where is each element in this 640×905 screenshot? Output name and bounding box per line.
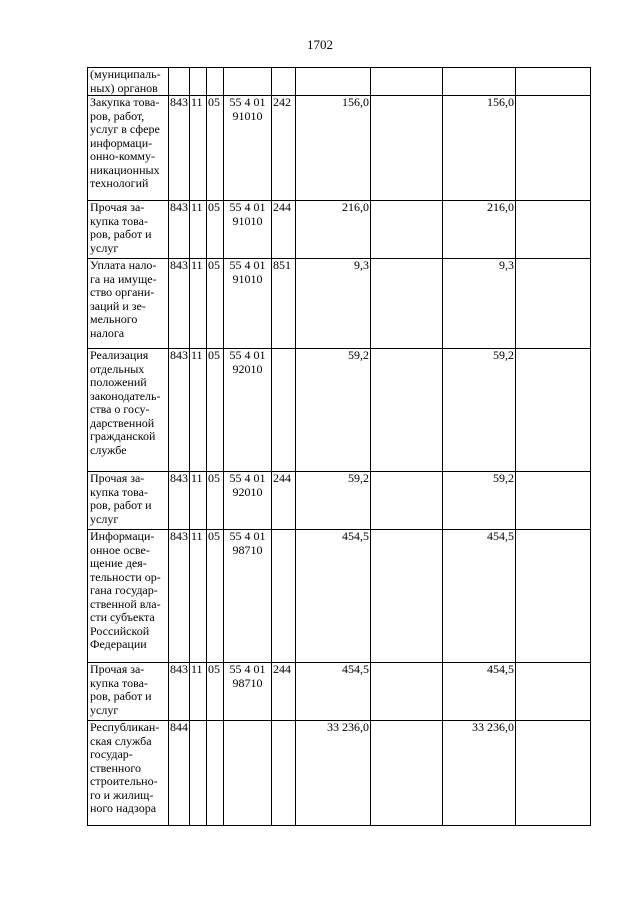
cell-pr xyxy=(207,472,224,530)
cell-name xyxy=(88,68,169,96)
cell-name xyxy=(88,530,169,663)
amount-2-value: 454,5 xyxy=(487,662,514,676)
cell-ved xyxy=(169,530,190,663)
cell-csr xyxy=(224,472,272,530)
cell-vr-value: 242 xyxy=(273,95,291,109)
cell-empty-1 xyxy=(371,349,443,472)
cell-pr-value: 05 xyxy=(208,662,220,676)
csr-line: 91010 xyxy=(232,213,263,228)
cell-pr-value: 05 xyxy=(208,258,220,272)
cell-pr xyxy=(207,663,224,721)
name-line: Информаци- xyxy=(90,529,155,543)
cell-pr-value: 05 xyxy=(208,95,220,109)
cell-vr xyxy=(272,201,296,259)
cell-name xyxy=(88,349,169,472)
cell-rz xyxy=(190,530,207,663)
cell-vr xyxy=(272,349,296,472)
cell-vr xyxy=(272,68,296,96)
cell-ved xyxy=(169,201,190,259)
cell-rz xyxy=(190,201,207,259)
table-row xyxy=(88,472,591,530)
csr-line: 55 4 01 xyxy=(229,348,266,362)
name-line: купка това- xyxy=(90,213,148,228)
cell-rz xyxy=(190,721,207,826)
name-line: Прочая за- xyxy=(90,200,145,214)
name-line: га на имуще- xyxy=(90,271,157,286)
cell-empty-2 xyxy=(516,68,591,96)
cell-ved-value: 843 xyxy=(170,258,188,272)
cell-empty-2 xyxy=(516,349,591,472)
name-line: Закупка това- xyxy=(90,95,160,109)
cell-name xyxy=(88,663,169,721)
cell-rz-value: 11 xyxy=(191,471,203,485)
cell-vr xyxy=(272,530,296,663)
cell-pr-value: 05 xyxy=(208,471,220,485)
name-line: купка това- xyxy=(90,484,148,499)
cell-vr xyxy=(272,96,296,201)
amount-2-value: 59,2 xyxy=(493,471,514,485)
cell-empty-1 xyxy=(371,259,443,349)
name-line: услуг xyxy=(90,702,119,717)
cell-empty-1 xyxy=(371,68,443,96)
cell-empty-2 xyxy=(516,472,591,530)
name-line: го и жилищ- xyxy=(90,787,154,802)
cell-empty-1 xyxy=(371,721,443,826)
cell-amount-2 xyxy=(443,96,516,201)
name-line: ственной вла- xyxy=(90,596,161,611)
name-line: заций и зе- xyxy=(90,298,146,313)
cell-pr xyxy=(207,721,224,826)
cell-rz xyxy=(190,663,207,721)
cell-empty-2 xyxy=(516,663,591,721)
cell-rz xyxy=(190,259,207,349)
name-line: Прочая за- xyxy=(90,662,145,676)
cell-amount-1 xyxy=(296,530,371,663)
cell-pr xyxy=(207,96,224,201)
name-line: Реализация xyxy=(90,348,149,362)
cell-vr xyxy=(272,721,296,826)
name-line: онное осве- xyxy=(90,542,150,557)
cell-ved xyxy=(169,349,190,472)
name-line: технологий xyxy=(90,176,149,190)
cell-empty-1 xyxy=(371,201,443,259)
name-line: строительно- xyxy=(90,774,158,788)
table-row xyxy=(88,68,591,96)
cell-rz-value: 11 xyxy=(191,95,203,109)
table-row xyxy=(88,663,591,721)
name-line: Российской xyxy=(90,623,150,638)
cell-rz-value: 11 xyxy=(191,662,203,676)
cell-ved-value: 844 xyxy=(170,720,188,734)
cell-amount-2 xyxy=(443,663,516,721)
cell-amount-1 xyxy=(296,472,371,530)
csr-line: 98710 xyxy=(232,675,263,690)
amount-1-value: 59,2 xyxy=(348,471,369,485)
cell-ved xyxy=(169,472,190,530)
cell-empty-2 xyxy=(516,530,591,663)
name-line: отдельных xyxy=(90,361,145,376)
cell-amount-1 xyxy=(296,349,371,472)
page-number: 1702 xyxy=(307,37,333,52)
name-line: щение дея- xyxy=(90,556,147,570)
cell-ved-value: 843 xyxy=(170,471,188,485)
name-line: ства о госу- xyxy=(90,402,150,416)
cell-pr xyxy=(207,68,224,96)
cell-csr xyxy=(224,349,272,472)
amount-1-value: 454,5 xyxy=(342,529,369,543)
cell-csr xyxy=(224,201,272,259)
name-line: никационных xyxy=(90,162,160,177)
cell-ved-value: 843 xyxy=(170,348,188,362)
cell-csr xyxy=(224,96,272,201)
table-row xyxy=(88,349,591,472)
name-line: услуг в сфере xyxy=(90,122,160,136)
cell-amount-2 xyxy=(443,349,516,472)
cell-empty-2 xyxy=(516,259,591,349)
cell-name xyxy=(88,259,169,349)
name-line: Республикан- xyxy=(90,720,160,734)
cell-amount-1 xyxy=(296,259,371,349)
cell-amount-2 xyxy=(443,472,516,530)
amount-2-value: 59,2 xyxy=(493,348,514,362)
amount-2-value: 454,5 xyxy=(487,529,514,543)
name-line: налога xyxy=(90,325,125,340)
cell-empty-2 xyxy=(516,201,591,259)
cell-pr xyxy=(207,259,224,349)
name-line: тельности ор- xyxy=(90,569,161,584)
cell-csr xyxy=(224,259,272,349)
cell-rz xyxy=(190,68,207,96)
cell-ved xyxy=(169,68,190,96)
amount-1-value: 59,2 xyxy=(348,348,369,362)
name-line: мельного xyxy=(90,312,138,326)
table-body xyxy=(88,68,591,826)
cell-vr xyxy=(272,259,296,349)
name-line: ных) органов xyxy=(90,80,158,95)
cell-vr xyxy=(272,472,296,530)
cell-amount-1 xyxy=(296,663,371,721)
csr-line: 55 4 01 xyxy=(229,662,266,676)
name-line: онно-комму- xyxy=(90,149,156,163)
name-line: ров, работ и xyxy=(90,498,152,512)
amount-1-value: 454,5 xyxy=(342,662,369,676)
name-line: (муниципаль- xyxy=(90,67,161,81)
cell-amount-2 xyxy=(443,201,516,259)
cell-empty-1 xyxy=(371,472,443,530)
cell-amount-2 xyxy=(443,259,516,349)
cell-amount-2 xyxy=(443,530,516,663)
cell-amount-1 xyxy=(296,721,371,826)
cell-csr xyxy=(224,721,272,826)
name-line: услуг xyxy=(90,511,119,526)
cell-ved xyxy=(169,96,190,201)
cell-name xyxy=(88,472,169,530)
cell-rz xyxy=(190,472,207,530)
cell-amount-2 xyxy=(443,68,516,96)
amount-1-value: 9,3 xyxy=(354,258,369,272)
name-line: положений xyxy=(90,375,147,389)
name-line: информаци- xyxy=(90,135,153,150)
name-line: ская служба xyxy=(90,733,152,748)
name-line: Прочая за- xyxy=(90,471,145,485)
cell-empty-2 xyxy=(516,721,591,826)
name-line: услуг xyxy=(90,240,119,255)
amount-2-value: 9,3 xyxy=(499,258,514,272)
cell-ved-value: 843 xyxy=(170,529,188,543)
cell-vr-value: 244 xyxy=(273,662,291,676)
cell-rz-value: 11 xyxy=(191,529,203,543)
name-line: ственного xyxy=(90,760,141,775)
csr-line: 98710 xyxy=(232,542,263,557)
cell-ved xyxy=(169,259,190,349)
name-line: государ- xyxy=(90,747,133,761)
cell-amount-1 xyxy=(296,68,371,96)
cell-csr xyxy=(224,68,272,96)
amount-2-value: 33 236,0 xyxy=(472,720,514,734)
cell-pr-value: 05 xyxy=(208,348,220,362)
table-row xyxy=(88,201,591,259)
amount-1-value: 216,0 xyxy=(342,200,369,214)
budget-table xyxy=(87,67,591,826)
cell-vr-value: 244 xyxy=(273,200,291,214)
cell-pr-value: 05 xyxy=(208,200,220,214)
cell-csr xyxy=(224,663,272,721)
cell-empty-2 xyxy=(516,96,591,201)
cell-rz-value: 11 xyxy=(191,348,203,362)
cell-vr-value: 244 xyxy=(273,471,291,485)
csr-line: 55 4 01 xyxy=(229,258,266,272)
cell-pr xyxy=(207,530,224,663)
name-line: Федерации xyxy=(90,637,147,651)
cell-pr xyxy=(207,349,224,472)
amount-1-value: 33 236,0 xyxy=(327,720,369,734)
cell-ved-value: 843 xyxy=(170,95,188,109)
cell-pr xyxy=(207,201,224,259)
csr-line: 55 4 01 xyxy=(229,529,266,543)
cell-name xyxy=(88,721,169,826)
cell-pr-value: 05 xyxy=(208,529,220,543)
cell-rz xyxy=(190,96,207,201)
cell-ved xyxy=(169,663,190,721)
table-row xyxy=(88,259,591,349)
name-line: ного надзора xyxy=(90,801,157,815)
cell-ved xyxy=(169,721,190,826)
cell-empty-1 xyxy=(371,530,443,663)
cell-empty-1 xyxy=(371,663,443,721)
csr-line: 91010 xyxy=(232,271,263,286)
cell-ved-value: 843 xyxy=(170,662,188,676)
cell-vr-value: 851 xyxy=(273,258,291,272)
cell-empty-1 xyxy=(371,96,443,201)
name-line: купка това- xyxy=(90,675,148,690)
cell-amount-1 xyxy=(296,96,371,201)
name-line: ров, работ и xyxy=(90,227,152,241)
csr-line: 55 4 01 xyxy=(229,200,266,214)
csr-line: 55 4 01 xyxy=(229,471,266,485)
amount-2-value: 216,0 xyxy=(487,200,514,214)
cell-csr xyxy=(224,530,272,663)
amount-2-value: 156,0 xyxy=(487,95,514,109)
cell-name xyxy=(88,96,169,201)
csr-line: 91010 xyxy=(232,108,263,123)
cell-amount-1 xyxy=(296,201,371,259)
cell-rz-value: 11 xyxy=(191,258,203,272)
table-row xyxy=(88,721,591,826)
name-line: гана государ- xyxy=(90,583,158,597)
cell-name xyxy=(88,201,169,259)
cell-ved-value: 843 xyxy=(170,200,188,214)
cell-rz xyxy=(190,349,207,472)
cell-amount-2 xyxy=(443,721,516,826)
csr-line: 92010 xyxy=(232,484,263,499)
name-line: сти субъекта xyxy=(90,610,155,624)
name-line: ство органи- xyxy=(90,285,155,299)
table-row xyxy=(88,96,591,201)
cell-rz-value: 11 xyxy=(191,200,203,214)
amount-1-value: 156,0 xyxy=(342,95,369,109)
cell-vr xyxy=(272,663,296,721)
name-line: законодатель- xyxy=(90,388,161,403)
name-line: службе xyxy=(90,442,127,457)
name-line: Уплата нало- xyxy=(90,258,157,272)
name-line: гражданской xyxy=(90,429,156,443)
name-line: дарственной xyxy=(90,415,155,430)
csr-line: 55 4 01 xyxy=(229,95,266,109)
name-line: ров, работ, xyxy=(90,108,145,123)
table-row xyxy=(88,530,591,663)
csr-line: 92010 xyxy=(232,361,263,376)
name-line: ров, работ и xyxy=(90,689,152,703)
